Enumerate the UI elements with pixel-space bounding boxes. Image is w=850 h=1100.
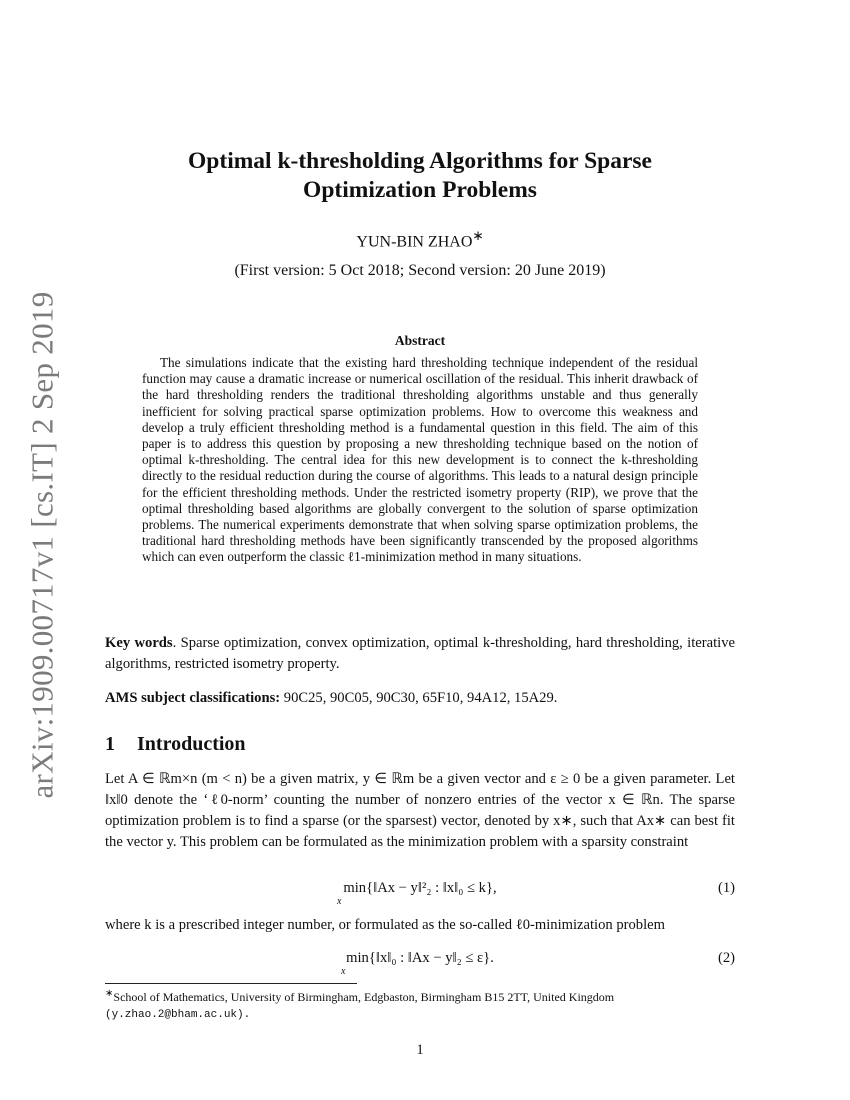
footnote <box>105 986 735 1023</box>
footnote-text: School of Mathematics, University of Birmingham, Edgbaston, Birmingham B15 2TT, United Kingdom <box>113 990 615 1004</box>
equation-2 <box>105 950 735 984</box>
version-dates: (First version: 5 Oct 2018; Second version: 20 June 2019) <box>234 262 606 279</box>
footnote-email: (y.zhao.2@bham.ac.uk). <box>105 1009 251 1021</box>
equation-2-formula: min{‖x‖₀ : ‖Ax − y‖₂ ≤ ε}. <box>346 950 494 966</box>
equation-1-tag: (1) <box>717 880 735 896</box>
equation-1-formula: min{‖Ax − y‖²₂ : ‖x‖₀ ≤ k}, <box>343 880 497 896</box>
title-line-1: Optimal k-thresholding Algorithms for Sparse <box>188 148 652 174</box>
ams-codes: 90C25, 90C05, 90C30, 65F10, 94A12, 15A29. <box>280 690 558 706</box>
arxiv-sidebar <box>18 291 68 799</box>
footnote-mark: ∗ <box>105 988 114 999</box>
author-name: YUN-BIN ZHAO <box>356 233 473 251</box>
abstract-heading: Abstract <box>394 333 446 348</box>
keywords <box>105 633 735 675</box>
keywords-text: . Sparse optimization, convex optimization, optimal k-thresholding, hard thresholding, iterative algorithms, restricted isometry property. <box>105 635 735 672</box>
section-number: 1 <box>105 733 115 755</box>
section-title: Introduction <box>137 733 246 755</box>
section-heading <box>105 733 246 756</box>
arxiv-stamp: arXiv:1909.00717v1 [cs.IT] 2 Sep 2019 <box>25 291 60 799</box>
author <box>105 228 735 251</box>
equation-1 <box>105 880 735 914</box>
equation-2-subscript: x <box>341 966 346 977</box>
equation-2-tag: (2) <box>717 950 735 966</box>
intro-paragraph: Let A ∈ ℝm×n (m < n) be a given matrix, y ∈ ℝm be a given vector and ε ≥ 0 be a given parameter. Let ‖x‖0 denote the ‘ℓ0-norm’ counting the number of nonzero entries of the vector x ∈ ℝn. The sparse optimization problem is to find a sparse (or the sparsest) vector, denoted by x∗, such that Ax∗ can best fit the vector y. This problem can be formulated as the minimization problem with a sparsity constraint <box>105 771 735 850</box>
equation-1-subscript: x <box>337 896 342 907</box>
title-line-2: Optimization Problems <box>303 177 537 203</box>
keywords-label: Key words <box>105 635 173 651</box>
page-number: 1 <box>416 1042 424 1058</box>
abstract-text: The simulations indicate that the existing hard thresholding technique independent of the residual function may cause a dramatic increase or numerical oscillation of the residual. This inherit drawback of the hard thresholding renders the traditional thresholding algorithms unstable and thus generally inefficient for solving practical sparse optimization problems. How to overcome this weakness and develop a truly efficient thresholding method is a fundamental question in this field. The aim of this paper is to address this question by proposing a new thresholding technique based on the notion of optimal k-thresholding. The central idea for this new development is to connect the k-thresholding directly to the residual reduction during the course of algorithms. This leads to a natural design principle for the efficient thresholding methods. Under the restricted isometry property (RIP), we prove that the optimal thresholding based algorithms are globally convergent to the solution of sparse optimization problems. The numerical experiments demonstrate that when solving sparse optimization problems, the traditional hard thresholding methods have been significantly transcended by the proposed algorithms which can even outperform the classic ℓ1-minimization method in many situations. <box>142 355 698 565</box>
between-paragraph: where k is a prescribed integer number, or formulated as the so-called ℓ0-minimization problem <box>105 917 665 933</box>
ams-label: AMS subject classifications: <box>105 690 281 706</box>
paper-title <box>105 147 735 205</box>
author-footnote-mark: ∗ <box>472 228 484 243</box>
ams-classifications <box>105 688 735 709</box>
footnote-rule <box>105 983 357 984</box>
